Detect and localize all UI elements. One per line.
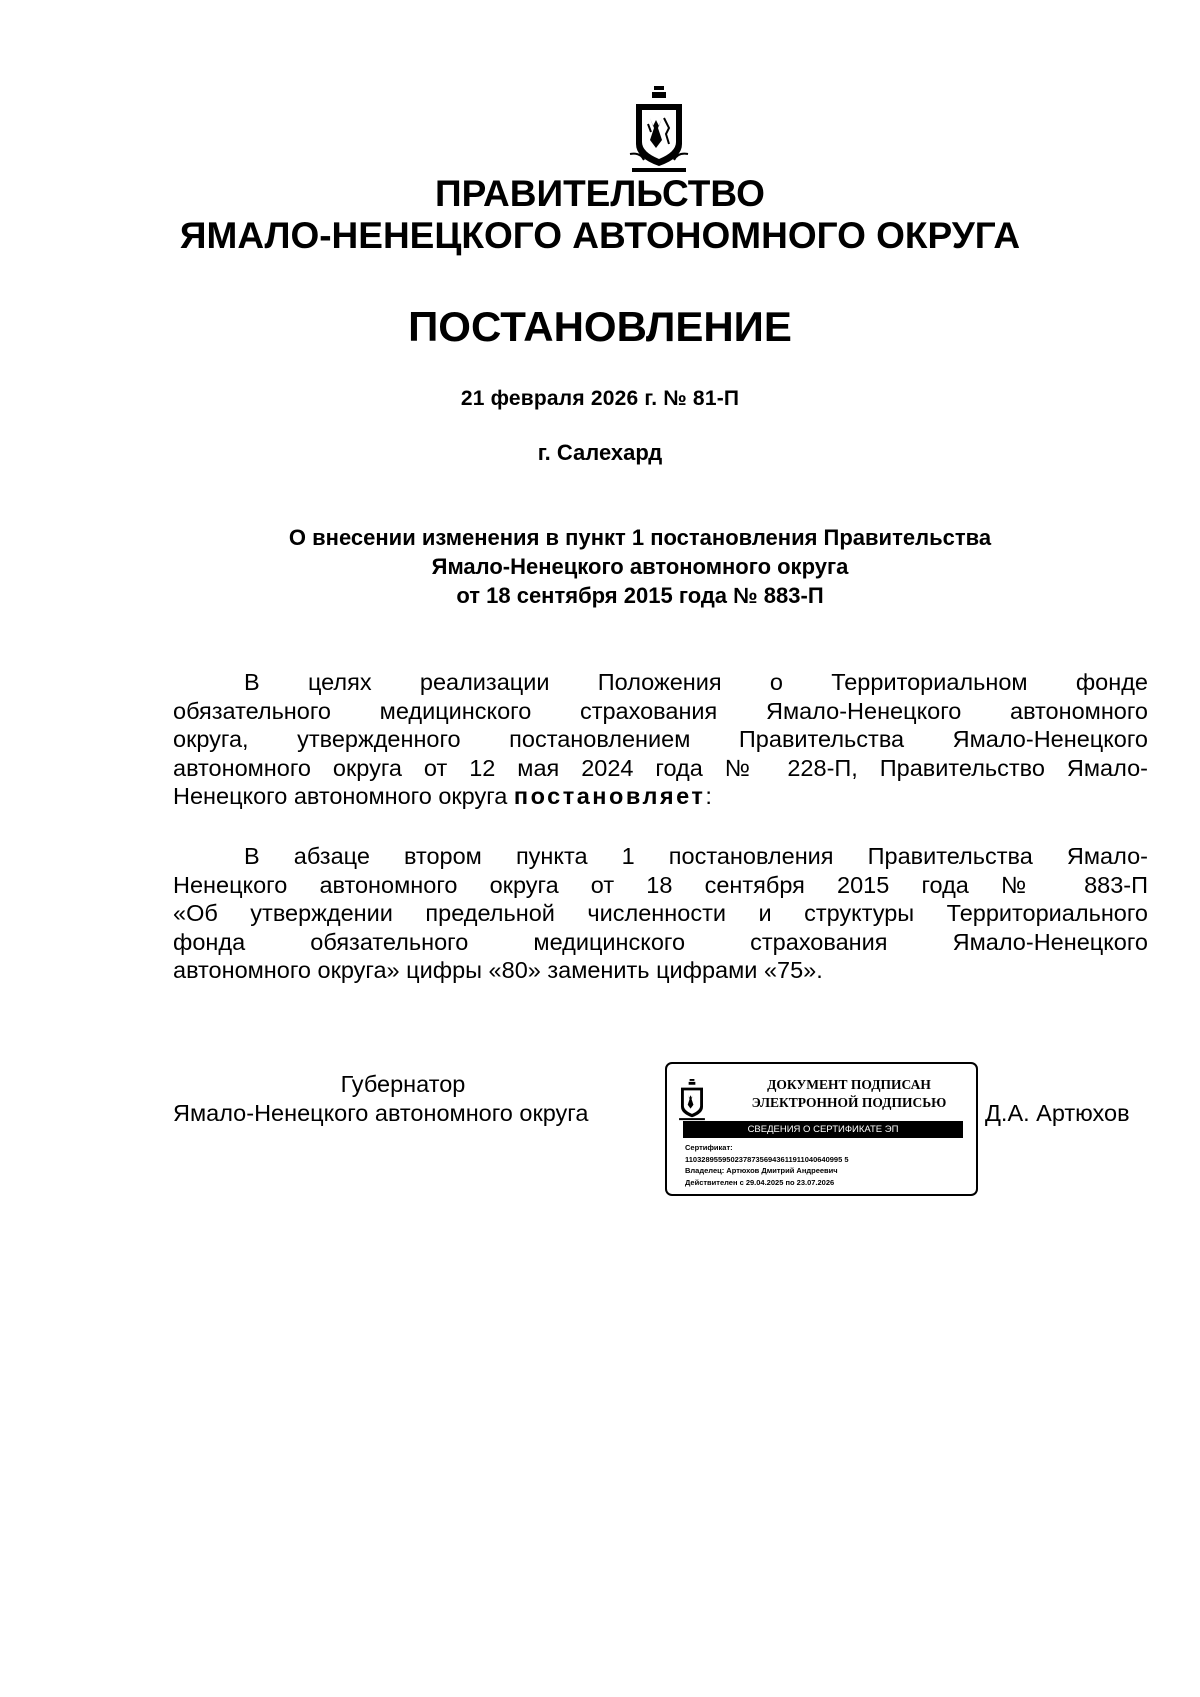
stamp-certificate-header: СВЕДЕНИЯ О СЕРТИФИКАТЕ ЭП <box>683 1121 963 1138</box>
signatory-position: Губернатор <box>340 1071 466 1097</box>
paragraph-line: «Об утверждении предельной численности и структуры Территориального <box>173 900 1148 926</box>
stamp-title-line: ДОКУМЕНТ ПОДПИСАН <box>767 1077 931 1092</box>
paragraph-line: обязательного медицинского страхования Ямало-Ненецкого автономного <box>173 697 1148 724</box>
subject-line: от 18 сентября 2015 года № 883-П <box>456 583 824 608</box>
paragraph-line <box>173 782 1148 811</box>
electronic-signature-stamp <box>665 1062 978 1196</box>
certificate-owner: Владелец: Артюхов Дмитрий Андреевич <box>685 1166 838 1175</box>
certificate-label: Сертификат: <box>685 1143 733 1152</box>
paragraph-text: : <box>705 783 712 809</box>
coat-of-arms-icon <box>628 84 690 176</box>
signatory-name: Д.А. Артюхов <box>985 1100 1130 1126</box>
body-paragraph-2 <box>173 842 1148 985</box>
document-city: г. Салехард <box>537 440 663 465</box>
subject-line: О внесении изменения в пункт 1 постановления Правительства <box>288 525 992 550</box>
paragraph-line: автономного округа от 12 мая 2024 года № 228-П, Правительство Ямало- <box>173 754 1148 781</box>
paragraph-line: фонда обязательного медицинского страхования Ямало-Ненецкого <box>173 928 1148 955</box>
stamp-certificate-info <box>685 1142 849 1188</box>
document-date-number: 21 февраля 2026 г. № 81-П <box>460 387 740 410</box>
coat-of-arms-icon <box>677 1078 707 1122</box>
government-title-line1: ПРАВИТЕЛЬСТВО <box>435 173 765 214</box>
body-paragraph-1 <box>173 668 1148 811</box>
paragraph-line: В целях реализации Положения о Территориальном фонде <box>244 669 1148 695</box>
document-type-title: ПОСТАНОВЛЕНИЕ <box>408 303 792 350</box>
signatory-organization: Ямало-Ненецкого автономного округа <box>173 1100 589 1126</box>
paragraph-line: Ненецкого автономного округа от 18 сентября 2015 года № 883-П <box>173 871 1148 898</box>
document-subject <box>160 523 1120 610</box>
paragraph-line: округа, утвержденного постановлением Правительства Ямало-Ненецкого <box>173 726 1148 752</box>
government-title-line2: ЯМАЛО-НЕНЕЦКОГО АВТОНОМНОГО ОКРУГА <box>179 215 1021 256</box>
stamp-title-line: ЭЛЕКТРОННОЙ ПОДПИСЬЮ <box>751 1095 947 1110</box>
certificate-number: 11032895595023787356943611911040640995 5 <box>685 1154 849 1164</box>
stamp-title <box>729 1076 969 1112</box>
paragraph-line: автономного округа» цифры «80» заменить цифрами «75». <box>173 957 823 983</box>
paragraph-line: В абзаце втором пункта 1 постановления Правительства Ямало- <box>244 843 1148 869</box>
paragraph-text: Ненецкого автономного округа <box>173 783 514 809</box>
subject-line: Ямало-Ненецкого автономного округа <box>431 554 849 579</box>
certificate-validity: Действителен с 29.04.2025 по 23.07.2026 <box>685 1177 835 1187</box>
resolution-keyword: постановляет <box>513 783 706 809</box>
